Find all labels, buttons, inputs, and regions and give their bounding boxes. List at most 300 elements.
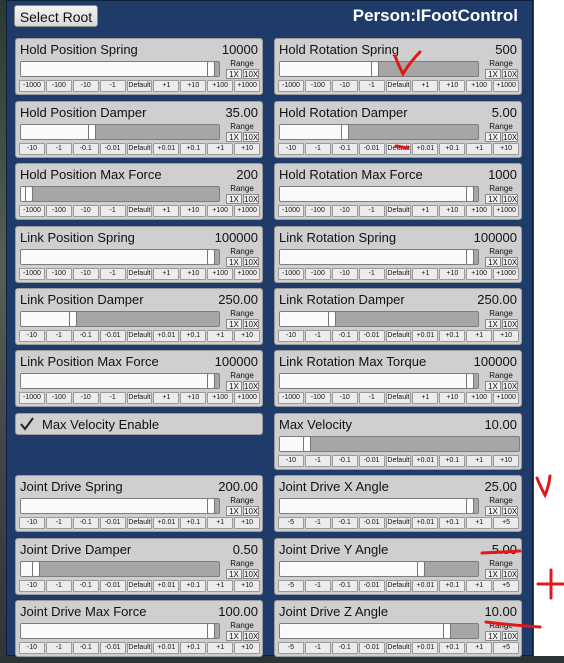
step-button[interactable]: Default [127, 80, 153, 92]
step-button[interactable]: -1 [46, 580, 72, 592]
range-1x-button[interactable]: 1X [226, 69, 242, 79]
range-1x-button[interactable]: 1X [485, 506, 501, 516]
step-button[interactable]: -0.1 [73, 580, 99, 592]
range-10x-button[interactable]: 10X [244, 195, 259, 204]
joint-drive-z-angle-slider-knob[interactable] [443, 623, 451, 639]
joint-drive-y-angle-range [482, 559, 520, 579]
hold-position-max-force-card [15, 163, 263, 220]
link-rotation-damper-range [482, 309, 520, 329]
step-button[interactable]: -1000 [19, 205, 45, 217]
step-button[interactable]: -0.1 [73, 642, 99, 654]
step-button[interactable]: Default [386, 143, 412, 155]
link-position-max-force-step-buttons [19, 392, 260, 404]
range-10x-button[interactable]: 10X [244, 632, 259, 641]
step-button[interactable]: +0.01 [412, 642, 438, 654]
joint-drive-y-angle-label: Joint Drive Y Angle [279, 542, 389, 557]
step-button[interactable]: Default [386, 268, 412, 280]
step-button[interactable]: +10 [234, 580, 260, 592]
range-label: Range [230, 559, 254, 568]
step-button[interactable]: -10 [19, 330, 45, 342]
step-button[interactable]: +0.1 [180, 330, 206, 342]
step-button[interactable]: +0.01 [412, 455, 438, 467]
step-button[interactable]: +10 [439, 392, 465, 404]
range-1x-button[interactable]: 1X [485, 631, 501, 641]
hold-position-max-force-slider[interactable] [20, 186, 220, 202]
step-button[interactable]: +1000 [493, 392, 519, 404]
range-1x-button[interactable]: 1X [485, 569, 501, 579]
step-button[interactable]: -5 [278, 642, 304, 654]
step-button[interactable]: +1000 [234, 392, 260, 404]
step-button[interactable]: Default [386, 580, 412, 592]
panel-title: Person:IFootControl [352, 6, 518, 25]
step-button[interactable]: -0.01 [100, 580, 126, 592]
step-button[interactable]: -1000 [278, 392, 304, 404]
step-button[interactable]: -0.1 [73, 517, 99, 529]
step-button[interactable]: -10 [73, 205, 99, 217]
step-button[interactable]: -0.01 [359, 517, 385, 529]
step-button[interactable]: +5 [493, 642, 519, 654]
step-button[interactable]: +10 [493, 455, 519, 467]
joint-drive-spring-slider[interactable] [20, 498, 220, 514]
range-1x-button[interactable]: 1X [485, 381, 501, 391]
range-label: Range [489, 621, 513, 630]
joint-drive-z-angle-range [482, 621, 520, 641]
step-button[interactable]: +10 [180, 268, 206, 280]
range-1x-button[interactable]: 1X [485, 69, 501, 79]
link-position-spring-slider-knob[interactable] [207, 249, 215, 265]
step-button[interactable]: +1 [412, 392, 438, 404]
joint-drive-max-force-slider-knob[interactable] [207, 623, 215, 639]
step-button[interactable]: -100 [305, 205, 331, 217]
step-button[interactable]: -0.01 [359, 143, 385, 155]
step-button[interactable]: +100 [207, 268, 233, 280]
step-button[interactable]: -5 [278, 580, 304, 592]
step-button[interactable]: -1 [359, 268, 385, 280]
range-10x-button[interactable]: 10X [503, 570, 518, 579]
range-label: Range [230, 496, 254, 505]
joint-drive-y-angle-slider-knob[interactable] [417, 561, 425, 577]
joint-drive-x-angle-value: 25.00 [484, 479, 517, 494]
joint-drive-damper-slider[interactable] [20, 561, 220, 577]
step-button[interactable]: -1 [100, 392, 126, 404]
step-button[interactable]: -1 [305, 580, 331, 592]
joint-drive-max-force-value: 100.00 [218, 604, 258, 619]
range-label: Range [489, 122, 513, 131]
step-button[interactable]: +1 [412, 268, 438, 280]
step-button[interactable]: -1000 [278, 205, 304, 217]
step-button[interactable]: -0.01 [100, 642, 126, 654]
joint-drive-damper-value: 0.50 [232, 542, 258, 557]
hold-position-spring-step-buttons [19, 80, 260, 92]
hold-rotation-spring-slider[interactable] [279, 61, 479, 77]
step-button[interactable]: +100 [207, 392, 233, 404]
step-button[interactable]: +10 [180, 80, 206, 92]
step-button[interactable]: Default [127, 330, 153, 342]
range-label: Range [489, 59, 513, 68]
range-1x-button[interactable]: 1X [485, 194, 501, 204]
link-position-damper-slider-knob[interactable] [69, 311, 77, 327]
step-button[interactable]: +0.1 [439, 517, 465, 529]
link-position-spring-value: 100000 [214, 230, 258, 245]
max-velocity-slider-knob[interactable] [303, 436, 311, 452]
link-rotation-damper-card [274, 288, 522, 345]
step-button[interactable]: -10 [332, 268, 358, 280]
step-button[interactable]: +0.01 [153, 330, 179, 342]
step-button[interactable]: +10 [493, 330, 519, 342]
range-1x-button[interactable]: 1X [226, 132, 242, 142]
step-button[interactable]: -0.1 [332, 642, 358, 654]
range-10x-button[interactable]: 10X [503, 382, 518, 391]
link-position-damper-card [15, 288, 263, 345]
hold-position-damper-slider[interactable] [20, 124, 220, 140]
joint-drive-z-angle-card [274, 600, 522, 657]
range-10x-button[interactable]: 10X [503, 258, 518, 267]
link-position-spring-card [15, 226, 263, 283]
step-button[interactable]: -0.1 [332, 580, 358, 592]
step-button[interactable]: -100 [305, 268, 331, 280]
step-button[interactable]: -0.01 [359, 455, 385, 467]
link-rotation-max-torque-range [482, 371, 520, 391]
link-rotation-max-torque-step-buttons [278, 392, 519, 404]
step-button[interactable]: -10 [332, 80, 358, 92]
step-button[interactable]: +0.1 [439, 330, 465, 342]
link-rotation-max-torque-slider[interactable] [279, 373, 479, 389]
step-button[interactable]: +1 [412, 205, 438, 217]
link-rotation-max-torque-label: Link Rotation Max Torque [279, 354, 427, 369]
range-label: Range [230, 371, 254, 380]
hold-rotation-spring-step-buttons [278, 80, 519, 92]
step-button[interactable]: +0.01 [412, 143, 438, 155]
step-button[interactable]: Default [127, 205, 153, 217]
range-10x-button[interactable]: 10X [503, 195, 518, 204]
range-1x-button[interactable]: 1X [226, 319, 242, 329]
joint-drive-x-angle-card [274, 475, 522, 532]
step-button[interactable]: -10 [278, 330, 304, 342]
range-10x-button[interactable]: 10X [503, 70, 518, 79]
step-button[interactable]: -0.1 [332, 143, 358, 155]
hold-rotation-spring-card [274, 38, 522, 95]
range-label: Range [230, 621, 254, 630]
step-button[interactable]: Default [386, 330, 412, 342]
link-position-damper-value: 250.00 [218, 292, 258, 307]
step-button[interactable]: -0.01 [359, 330, 385, 342]
hold-rotation-damper-slider-knob[interactable] [341, 124, 349, 140]
range-1x-button[interactable]: 1X [485, 132, 501, 142]
hold-position-spring-slider[interactable] [20, 61, 220, 77]
hold-rotation-damper-value: 5.00 [491, 105, 517, 120]
link-position-damper-slider[interactable] [20, 311, 220, 327]
step-button[interactable]: -1 [100, 205, 126, 217]
hold-rotation-spring-slider-knob[interactable] [371, 61, 379, 77]
hold-position-damper-slider-knob[interactable] [88, 124, 96, 140]
step-button[interactable]: +0.01 [412, 580, 438, 592]
step-button[interactable]: -1000 [19, 80, 45, 92]
step-button[interactable]: +1 [153, 268, 179, 280]
hold-rotation-max-force-slider-knob[interactable] [466, 186, 474, 202]
link-position-spring-slider-fill [21, 250, 211, 264]
joint-drive-spring-slider-knob[interactable] [207, 498, 215, 514]
step-button[interactable]: -1 [100, 80, 126, 92]
step-button[interactable]: +5 [493, 580, 519, 592]
step-button[interactable]: Default [127, 517, 153, 529]
step-button[interactable]: -10 [19, 517, 45, 529]
range-1x-button[interactable]: 1X [226, 381, 242, 391]
hold-rotation-spring-label: Hold Rotation Spring [279, 42, 399, 57]
step-button[interactable]: +1 [466, 330, 492, 342]
step-button[interactable]: +10 [234, 517, 260, 529]
step-button[interactable]: +0.01 [153, 642, 179, 654]
step-button[interactable]: +0.01 [412, 517, 438, 529]
step-button[interactable]: +1000 [493, 268, 519, 280]
step-button[interactable]: Default [386, 517, 412, 529]
step-button[interactable]: +10 [493, 143, 519, 155]
link-rotation-damper-value: 250.00 [477, 292, 517, 307]
step-button[interactable]: -1 [359, 80, 385, 92]
hold-rotation-damper-slider[interactable] [279, 124, 479, 140]
step-button[interactable]: +10 [180, 205, 206, 217]
step-button[interactable]: Default [127, 642, 153, 654]
step-button[interactable]: +1 [153, 80, 179, 92]
joint-drive-damper-slider-knob[interactable] [32, 561, 40, 577]
joint-drive-max-force-slider[interactable] [20, 623, 220, 639]
joint-drive-y-angle-slider[interactable] [279, 561, 479, 577]
joint-drive-x-angle-slider[interactable] [279, 498, 479, 514]
step-button[interactable]: -0.1 [73, 330, 99, 342]
step-button[interactable]: Default [386, 205, 412, 217]
hold-position-spring-slider-knob[interactable] [207, 61, 215, 77]
step-button[interactable]: -0.01 [100, 330, 126, 342]
step-button[interactable]: +1 [207, 330, 233, 342]
step-button[interactable]: -0.1 [332, 330, 358, 342]
step-button[interactable]: +1 [207, 580, 233, 592]
step-button[interactable]: -1 [305, 642, 331, 654]
range-1x-button[interactable]: 1X [226, 569, 242, 579]
joint-drive-z-angle-slider[interactable] [279, 623, 479, 639]
step-button[interactable]: -1 [359, 205, 385, 217]
step-button[interactable]: +10 [234, 143, 260, 155]
step-button[interactable]: +1 [466, 455, 492, 467]
link-rotation-spring-slider-knob[interactable] [466, 249, 474, 265]
step-button[interactable]: -1 [359, 392, 385, 404]
select-root-button[interactable]: Select Root [14, 5, 98, 27]
step-button[interactable]: Default [127, 580, 153, 592]
step-button[interactable]: +0.1 [180, 143, 206, 155]
range-10x-button[interactable]: 10X [503, 133, 518, 142]
range-1x-button[interactable]: 1X [226, 257, 242, 267]
step-button[interactable]: +0.1 [439, 580, 465, 592]
hold-position-max-force-slider-knob[interactable] [25, 186, 33, 202]
hold-position-max-force-value: 200 [236, 167, 258, 182]
step-button[interactable]: -10 [19, 642, 45, 654]
step-button[interactable]: +1 [466, 642, 492, 654]
range-10x-button[interactable]: 10X [503, 320, 518, 329]
range-label: Range [230, 59, 254, 68]
link-position-spring-slider[interactable] [20, 249, 220, 265]
step-button[interactable]: -1 [46, 330, 72, 342]
step-button[interactable]: -1000 [19, 268, 45, 280]
link-position-damper-slider-fill [21, 312, 73, 326]
step-button[interactable]: -100 [46, 268, 72, 280]
max-velocity-label: Max Velocity [279, 417, 352, 432]
step-button[interactable]: +10 [439, 80, 465, 92]
step-button[interactable]: -1 [305, 330, 331, 342]
step-button[interactable]: -0.01 [359, 580, 385, 592]
step-button[interactable]: +1000 [234, 80, 260, 92]
step-button[interactable]: -10 [278, 143, 304, 155]
joint-drive-y-angle-value: 5.00 [491, 542, 517, 557]
link-rotation-damper-slider-knob[interactable] [328, 311, 336, 327]
step-button[interactable]: -100 [46, 205, 72, 217]
range-10x-button[interactable]: 10X [244, 507, 259, 516]
step-button[interactable]: -100 [46, 392, 72, 404]
range-1x-button[interactable]: 1X [485, 257, 501, 267]
step-button[interactable]: -1000 [278, 80, 304, 92]
step-button[interactable]: +0.1 [180, 517, 206, 529]
range-10x-button[interactable]: 10X [503, 507, 518, 516]
max-velocity-enable-toggle[interactable] [15, 413, 263, 435]
step-button[interactable]: +10 [180, 392, 206, 404]
step-button[interactable]: -0.01 [359, 642, 385, 654]
step-button[interactable]: -100 [46, 80, 72, 92]
step-button[interactable]: -10 [278, 455, 304, 467]
step-button[interactable]: Default [386, 642, 412, 654]
step-button[interactable]: -10 [73, 80, 99, 92]
range-1x-button[interactable]: 1X [226, 506, 242, 516]
joint-drive-x-angle-slider-fill [280, 499, 470, 513]
hold-rotation-max-force-slider[interactable] [279, 186, 479, 202]
step-button[interactable]: Default [127, 268, 153, 280]
step-button[interactable]: +100 [207, 80, 233, 92]
step-button[interactable]: -1 [305, 455, 331, 467]
joint-drive-x-angle-range [482, 496, 520, 516]
step-button[interactable]: -5 [278, 517, 304, 529]
link-position-damper-step-buttons [19, 330, 260, 342]
step-button[interactable]: +10 [439, 205, 465, 217]
step-button[interactable]: +100 [466, 268, 492, 280]
hold-rotation-damper-step-buttons [278, 143, 519, 155]
step-button[interactable]: +100 [466, 80, 492, 92]
step-button[interactable]: +100 [466, 205, 492, 217]
step-button[interactable]: -10 [332, 392, 358, 404]
step-button[interactable]: +1 [466, 580, 492, 592]
step-button[interactable]: +10 [439, 268, 465, 280]
step-button[interactable]: +10 [234, 330, 260, 342]
step-button[interactable]: +1 [207, 517, 233, 529]
link-position-max-force-slider-knob[interactable] [207, 373, 215, 389]
range-1x-button[interactable]: 1X [226, 194, 242, 204]
step-button[interactable]: -1 [305, 143, 331, 155]
step-button[interactable]: -1000 [19, 392, 45, 404]
step-button[interactable]: Default [127, 143, 153, 155]
link-rotation-max-torque-slider-knob[interactable] [466, 373, 474, 389]
step-button[interactable]: -0.01 [100, 517, 126, 529]
step-button[interactable]: +1 [412, 80, 438, 92]
max-velocity-slider[interactable] [279, 436, 520, 452]
range-10x-button[interactable]: 10X [244, 320, 259, 329]
step-button[interactable]: +1 [207, 143, 233, 155]
step-button[interactable]: +100 [466, 392, 492, 404]
link-rotation-max-torque-value: 100000 [473, 354, 517, 369]
range-1x-button[interactable]: 1X [485, 319, 501, 329]
step-button[interactable]: +0.1 [180, 580, 206, 592]
step-button[interactable]: -0.01 [100, 143, 126, 155]
step-button[interactable]: +1 [466, 517, 492, 529]
joint-drive-max-force-card [15, 600, 263, 657]
range-10x-button[interactable]: 10X [244, 382, 259, 391]
step-button[interactable]: +1000 [493, 80, 519, 92]
step-button[interactable]: +1000 [234, 268, 260, 280]
step-button[interactable]: +0.01 [153, 580, 179, 592]
step-button[interactable]: +0.1 [439, 455, 465, 467]
link-rotation-spring-slider[interactable] [279, 249, 479, 265]
step-button[interactable]: Default [386, 80, 412, 92]
range-10x-button[interactable]: 10X [503, 632, 518, 641]
step-button[interactable]: Default [386, 455, 412, 467]
step-button[interactable]: +1 [153, 392, 179, 404]
range-label: Range [489, 247, 513, 256]
step-button[interactable]: -1 [46, 642, 72, 654]
step-button[interactable]: +10 [234, 642, 260, 654]
step-button[interactable]: +5 [493, 517, 519, 529]
step-button[interactable]: -0.1 [332, 517, 358, 529]
step-button[interactable]: -10 [73, 392, 99, 404]
step-button[interactable]: +0.01 [153, 517, 179, 529]
step-button[interactable]: -100 [305, 80, 331, 92]
link-rotation-damper-slider[interactable] [279, 311, 479, 327]
step-button[interactable]: -10 [19, 143, 45, 155]
step-button[interactable]: -10 [19, 580, 45, 592]
step-button[interactable]: -1 [46, 143, 72, 155]
max-velocity-value: 10.00 [484, 417, 517, 432]
joint-drive-damper-step-buttons [19, 580, 260, 592]
step-button[interactable]: +1 [466, 143, 492, 155]
step-button[interactable]: -1 [46, 517, 72, 529]
range-10x-button[interactable]: 10X [244, 70, 259, 79]
step-button[interactable]: +0.01 [412, 330, 438, 342]
link-position-max-force-slider[interactable] [20, 373, 220, 389]
step-button[interactable]: -100 [305, 392, 331, 404]
step-button[interactable]: -1 [100, 268, 126, 280]
step-button[interactable]: +1000 [493, 205, 519, 217]
step-button[interactable]: +1 [153, 205, 179, 217]
step-button[interactable]: +0.1 [439, 143, 465, 155]
step-button[interactable]: +0.01 [153, 143, 179, 155]
link-rotation-spring-value: 100000 [473, 230, 517, 245]
hold-position-damper-range [223, 122, 261, 142]
step-button[interactable]: Default [127, 392, 153, 404]
step-button[interactable]: +1 [207, 642, 233, 654]
range-10x-button[interactable]: 10X [244, 133, 259, 142]
step-button[interactable]: +0.1 [439, 642, 465, 654]
step-button[interactable]: +1000 [234, 205, 260, 217]
joint-drive-x-angle-slider-knob[interactable] [466, 498, 474, 514]
step-button[interactable]: Default [386, 392, 412, 404]
range-label: Range [489, 371, 513, 380]
step-button[interactable]: -10 [73, 268, 99, 280]
hold-rotation-damper-slider-fill [280, 125, 345, 139]
step-button[interactable]: +100 [207, 205, 233, 217]
step-button[interactable]: -10 [332, 205, 358, 217]
range-10x-button[interactable]: 10X [244, 258, 259, 267]
step-button[interactable]: +0.1 [180, 642, 206, 654]
step-button[interactable]: -1000 [278, 268, 304, 280]
step-button[interactable]: -0.1 [73, 143, 99, 155]
range-label: Range [489, 184, 513, 193]
step-button[interactable]: -0.1 [332, 455, 358, 467]
range-1x-button[interactable]: 1X [226, 631, 242, 641]
step-button[interactable]: -1 [305, 517, 331, 529]
range-10x-button[interactable]: 10X [244, 570, 259, 579]
